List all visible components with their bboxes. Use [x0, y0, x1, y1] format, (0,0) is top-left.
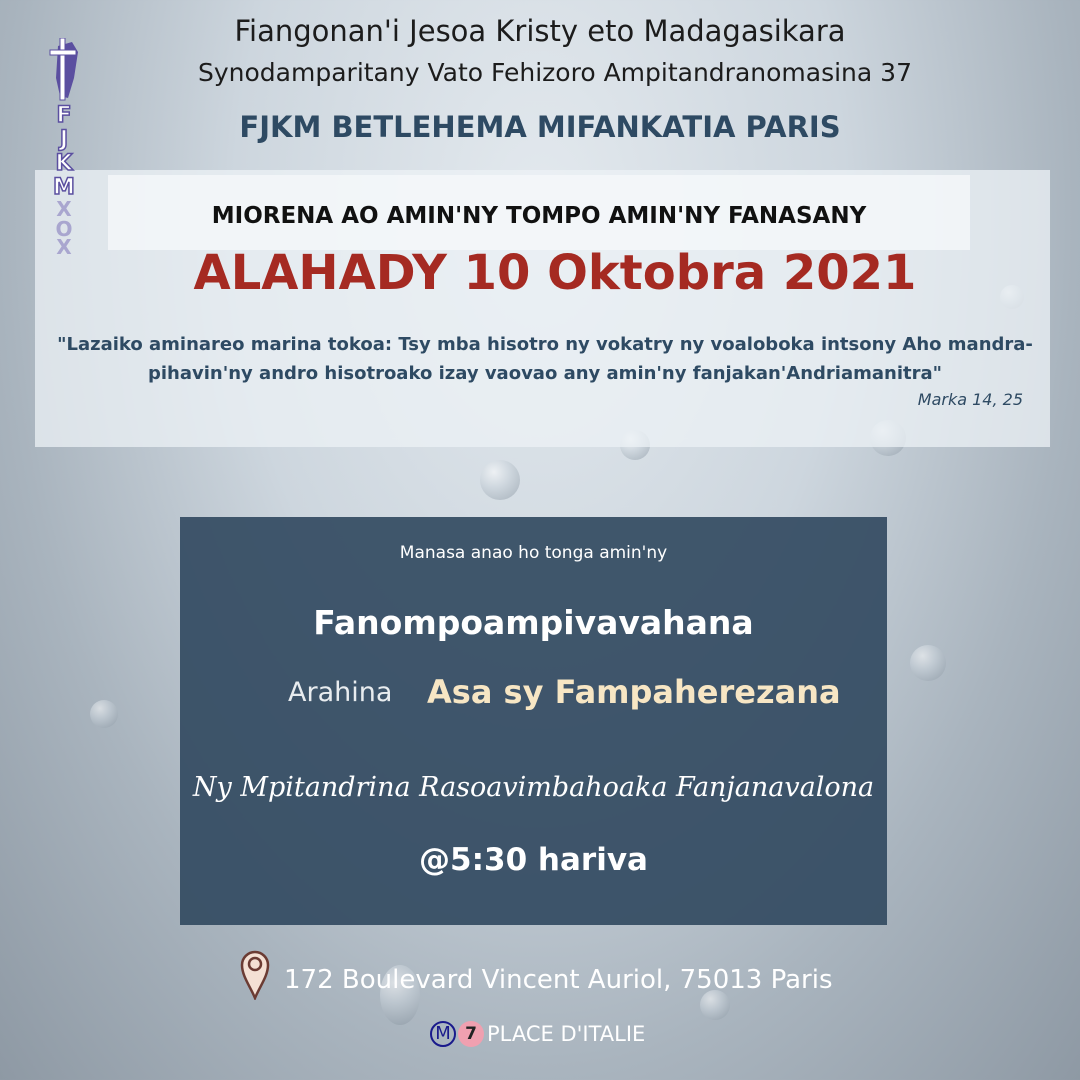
svg-text:O: O [55, 217, 73, 241]
led-label: Arahina [288, 677, 393, 708]
bible-verse: "Lazaiko aminareo marina tokoa: Tsy mba hisotro ny vokatry ny voaloboka intsony Aho mandra-pihavin'ny andro hisotroako izay vaovao any amin'ny fanjakan'Andriamanitra" [57, 334, 1033, 384]
svg-text:K: K [55, 151, 73, 176]
svg-text:F: F [56, 103, 72, 128]
event-date: ALAHADY 10 Oktobra 2021 [193, 245, 917, 301]
metro-station: PLACE D'ITALIE [487, 1022, 646, 1046]
verse-reference: Marka 14, 25 [917, 390, 1023, 409]
svg-text:M: M [53, 175, 75, 200]
svg-text:X: X [56, 235, 72, 256]
event-theme: MIORENA AO AMIN'NY TOMPO AMIN'NY FANASANY [211, 203, 867, 229]
service-name: Fanompoampivavahana [313, 603, 754, 642]
invitation-box [180, 517, 887, 925]
location-pin-icon [240, 950, 270, 1004]
address: 172 Boulevard Vincent Auriol, 75013 Paris [284, 965, 833, 995]
service-time: @5:30 hariva [419, 842, 648, 878]
church-name: Fiangonan'i Jesoa Kristy eto Madagasikara [234, 14, 846, 48]
metro-icon: M [430, 1021, 456, 1047]
synod-name: Synodamparitany Vato Fehizoro Ampitandranomasina 37 [198, 58, 912, 87]
invite-intro: Manasa anao ho tonga amin'ny [399, 543, 668, 563]
preacher: Ny Mpitandrina Rasoavimbahoaka Fanjanavalona [192, 772, 875, 803]
led-value: Asa sy Fampaherezana [427, 673, 841, 711]
svg-text:J: J [59, 127, 69, 152]
metro-line-badge: 7 [458, 1021, 484, 1047]
svg-text:X: X [56, 197, 72, 221]
parish-name: FJKM BETLEHEMA MIFANKATIA PARIS [239, 110, 841, 144]
